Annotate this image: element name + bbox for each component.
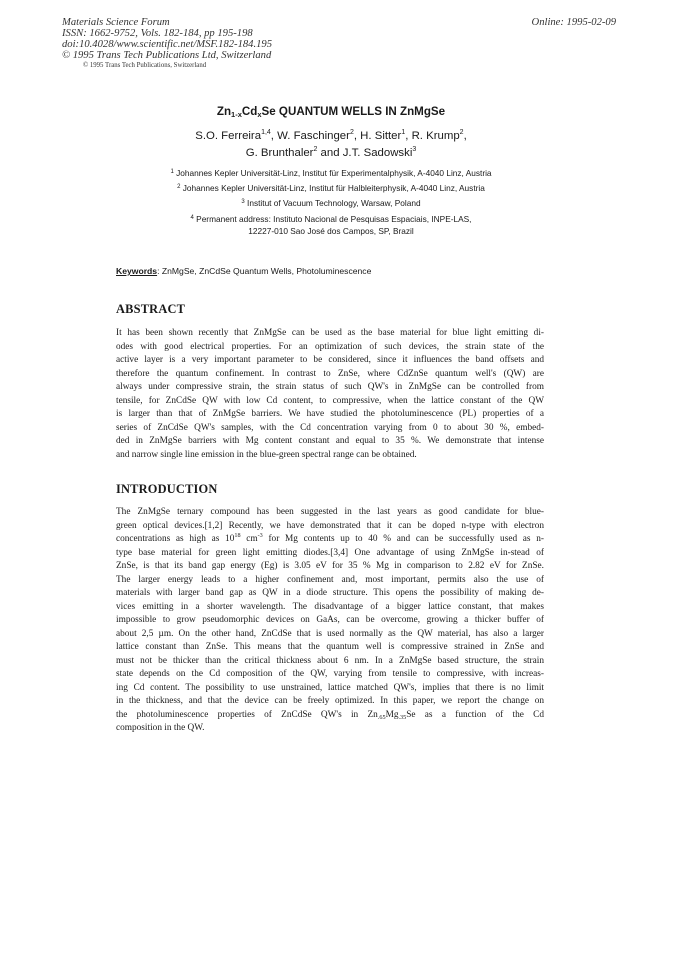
intro-line: in the thickness, and that the device can be freely optimized. In this paper, we report the change on [116, 696, 544, 706]
abstract-text [116, 327, 544, 462]
intro-line: the photoluminescence properties of ZnCdSe QW's in $Zn_{.65}Mg_{.35}Se$ as a function of the Cd [116, 709, 544, 721]
abstract-line: always under compressive strain, the strain status of such QW's in ZnMgSe can be controlled from [116, 382, 544, 392]
affiliation-4: $^4$ Permanent address: Instituto Nacional de Pesquisas Espaciais, INPE-LAS, 12227-010 Sao José dos Campos, SP, Brazil [190, 214, 472, 236]
intro-line: lattice constant than ZnSe. This means that the quantum well is compressive strained in ZnSe and [116, 642, 544, 652]
journal-name: Materials Science Forum [62, 17, 170, 28]
keywords-label: Keywords [116, 266, 158, 276]
abstract-line: ded in ZnMgSe barriers with Mg content constant and equal to 35 %. We demonstrate that intense [116, 436, 544, 446]
intro-line: impossible to grow pseudomorphic devices on GaAs, can be overcome, growing a thicker buffer of [116, 615, 544, 625]
intro-line: vices emitting in a shorter wavelength. The disadvantage of a bigger lattice constant, that makes [116, 601, 544, 612]
intro-line: The ZnMgSe ternary compound has been suggested in the last years as good candidate for blue- [116, 507, 544, 517]
intro-line: The larger energy leads to a higher confinement and, most important, permits also the use of [116, 574, 544, 585]
abstract-line: is larger than that of ZnMgSe barriers. We have studied the photoluminescence (PL) properties of a [116, 409, 544, 419]
introduction-text [116, 506, 544, 736]
intro-line: concentrations as high as $10^{18}$ $cm^{-3}$ for Mg contents up to 40 % and can be successfully used as n- [116, 532, 544, 544]
paper-title: $Zn_{1-x}Cd_xSe$ QUANTUM WELLS IN ZnMgSe [216, 105, 446, 119]
keywords: Keywords: ZnMgSe, ZnCdSe Quantum Wells, Photoluminescence [116, 266, 372, 276]
journal-copyright: © 1995 Trans Tech Publications Ltd, Switzerland [62, 50, 272, 61]
intro-line: green optical devices.[1,2] Recently, we have demonstrated that it can be doped n-type with electron [116, 520, 544, 531]
intro-line: must not be thicker than the critical thickness about 6 nm. In a ZnMgSe based structure, the strain [116, 655, 544, 666]
abstract-line: active layer is a very important parameter to be considered, since it influences the band offsets and [116, 355, 544, 365]
intro-line: state depends on the Cd composition of the QW, varying from tensile to compressive, with increas- [116, 669, 544, 679]
affiliation-1: $^1$ Johannes Kepler Universität-Linz, Institut für Experimentalphysik, A-4040 Linz, Austria [170, 168, 492, 178]
journal-header [62, 17, 272, 70]
abstract-line: series of ZnCdSe QW's samples, with the Cd concentration varying from 0 to about 30 %, embed- [116, 422, 544, 433]
abstract-line: odes with good electrical properties. For an optimization of such devices, the strain state of the [116, 341, 544, 352]
intro-line: ing Cd content. The possibility to use unstrained, lattice matched QW's, implies that there is no limit [116, 682, 544, 693]
online-date: Online: 1995-02-09 [531, 17, 616, 28]
journal-doi: doi:10.4028/www.scientific.net/MSF.182-184.195 [62, 39, 272, 50]
intro-line: type base material for green light emitting diodes.[3,4] One advantage of using ZnMgSe in-stead of [116, 547, 544, 558]
author-list: S.O. Ferreira$^{1,4}$, W. Faschinger$^2$, H. Sitter$^1$, R. Krump$^2$, G. Brunthaler$^2$ and J.T. Sadowski$^3$ [195, 129, 467, 159]
journal-issn: ISSN: 1662-9752, Vols. 182-184, pp 195-198 [62, 28, 253, 39]
intro-line: materials with larger band gap as QW in a diode structure. This opens the possibility of making de- [116, 588, 544, 598]
intro-line: about 2,5 µm. On the other hand, ZnCdSe that is used normally as the QW material, has also a larger [116, 628, 544, 639]
abstract-heading: ABSTRACT [116, 302, 186, 316]
affiliation-2: $^2$ Johannes Kepler Universität-Linz, Institut für Halbleiterphysik, A-4040 Linz, Austria [177, 183, 485, 193]
abstract-line: therefore the quantum confinement. In contrast to ZnSe, where CdZnSe quantum well's (QW) are [116, 368, 544, 379]
abstract-line: and narrow single line emission in the blue-green spectral range can be obtained. [116, 449, 417, 460]
intro-line: ZnSe, is that its band gap energy (Eg) is 3.05 eV for 35 % Mg in comparison to 2.82 eV for ZnSe. [116, 561, 544, 571]
introduction-heading: INTRODUCTION [116, 482, 218, 496]
affiliation-3: $^3$ Institut of Vacuum Technology, Warsaw, Poland [241, 198, 421, 208]
intro-line: composition in the QW. [116, 723, 205, 733]
abstract-line: It has been shown recently that ZnMgSe can be used as the base material for blue light emitting di- [116, 328, 544, 338]
abstract-line: tensile, for ZnCdSe QW with low Cd content, to compressive, when the lattice constant of the QW [116, 395, 544, 406]
small-copyright: © 1995 Trans Tech Publications, Switzerland [83, 62, 207, 69]
